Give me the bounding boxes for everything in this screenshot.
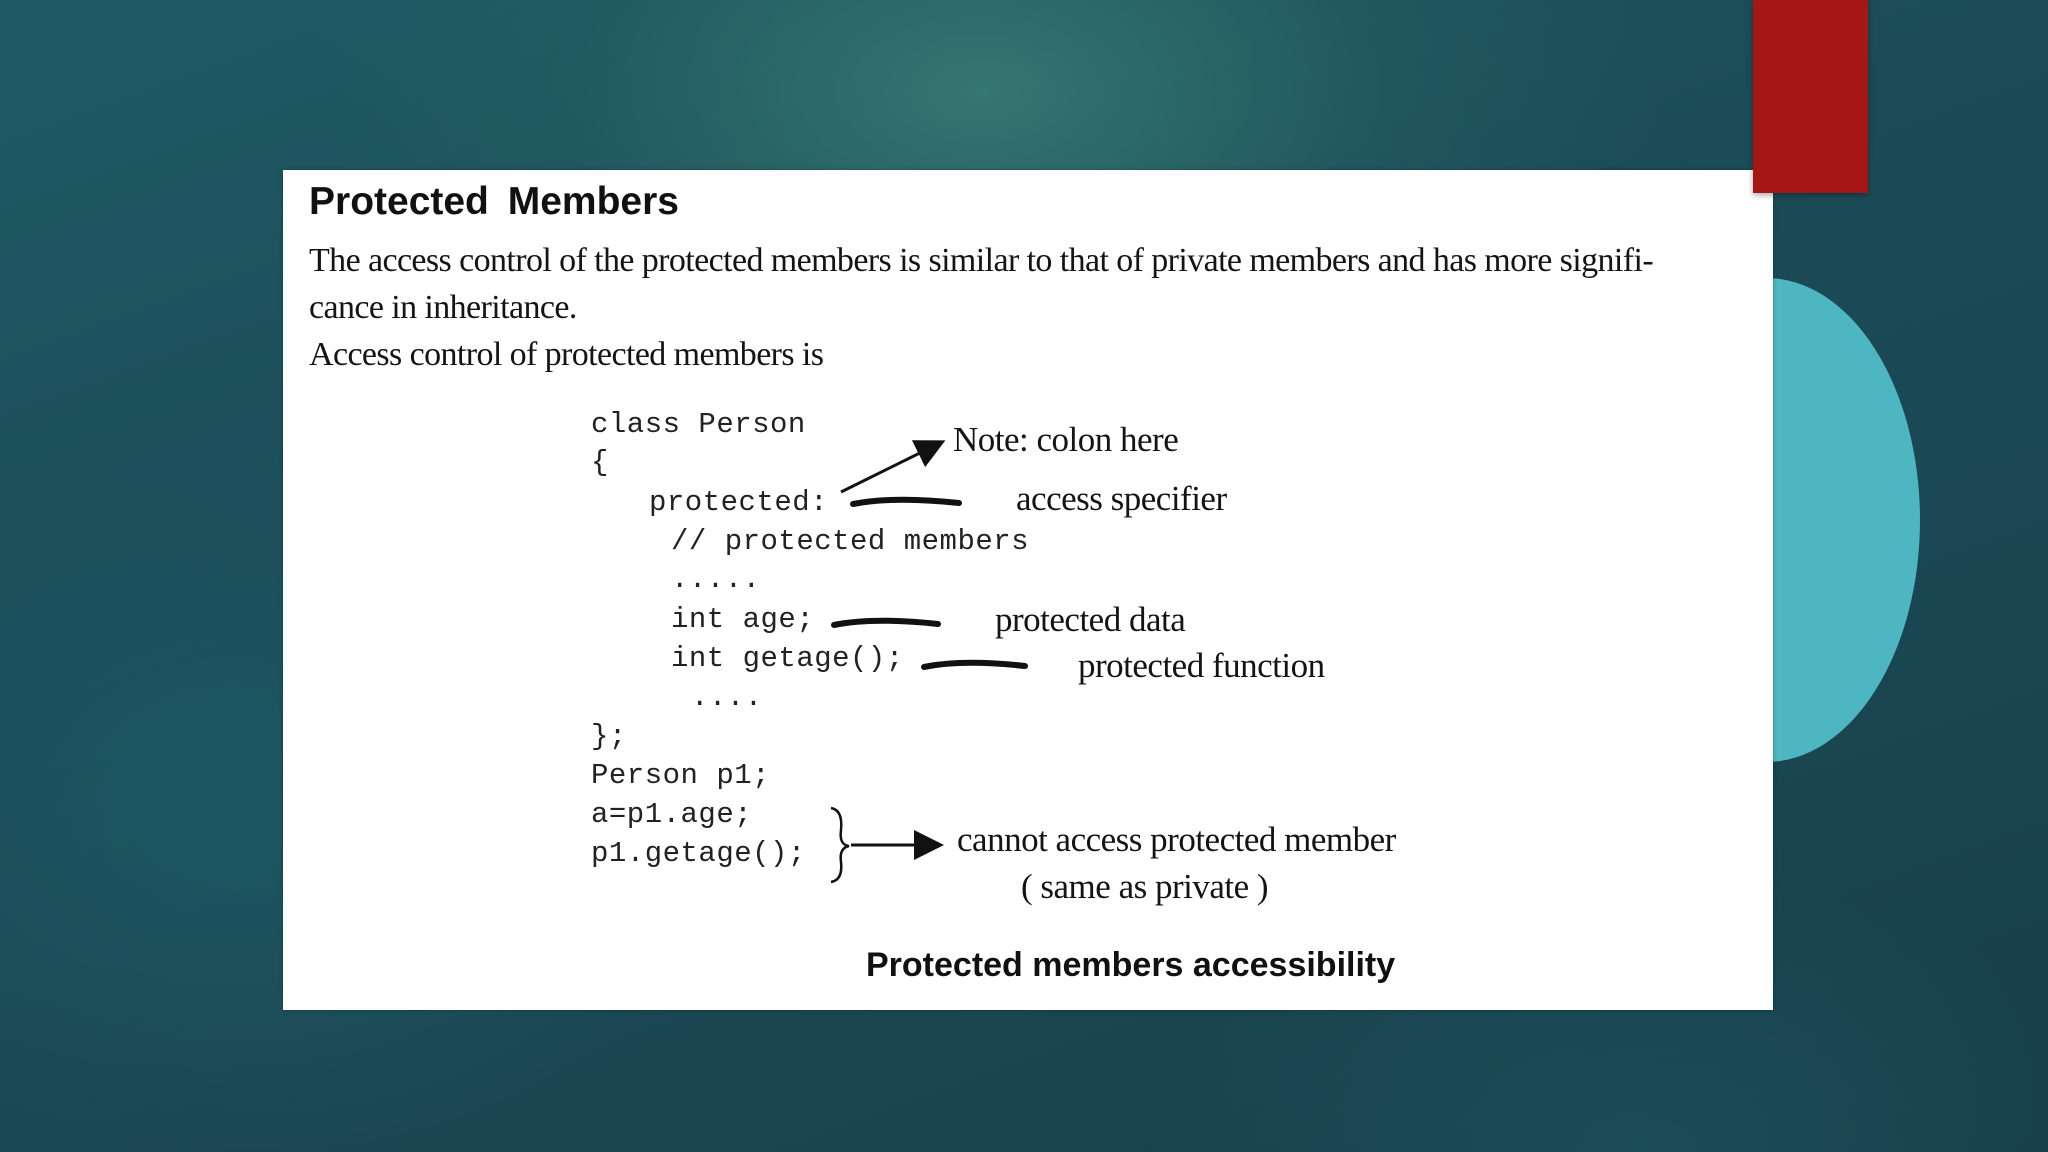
code-line: protected: — [649, 486, 829, 519]
code-line: ..... — [671, 563, 761, 596]
arrow-colon-note — [841, 443, 940, 492]
code-line: }; — [591, 720, 627, 753]
code-line: // protected members — [671, 525, 1030, 558]
decorative-red-tab — [1753, 0, 1868, 193]
stroke-protected-data — [834, 621, 938, 625]
note-access-specifier: access specifier — [1016, 479, 1227, 518]
brace-right — [831, 808, 849, 882]
figure-caption: Protected members accessibility — [866, 946, 1396, 984]
note-protected-data: protected data — [995, 600, 1186, 639]
paragraph-line-1: The access control of the protected members is similar to that of private members and has more signifi- — [309, 242, 1654, 279]
code-line: { — [591, 446, 609, 479]
paragraph-line-2: cance in inheritance. — [309, 289, 577, 326]
note-colon-here: Note: colon here — [953, 420, 1179, 459]
stroke-access-specifier — [853, 500, 959, 504]
paragraph-line-3: Access control of protected members is — [309, 336, 824, 373]
code-line: a=p1.age; — [591, 798, 753, 831]
code-line: Person p1; — [591, 759, 771, 792]
code-line: p1.getage(); — [591, 837, 806, 870]
code-line: int age; — [671, 603, 815, 636]
slide-content-card — [283, 170, 1773, 1010]
code-line: int getage(); — [671, 642, 904, 675]
note-same-as-private: ( same as private ) — [1021, 867, 1269, 906]
section-heading: Protected Members — [309, 180, 679, 223]
stroke-protected-function — [924, 663, 1025, 667]
code-line: .... — [691, 681, 763, 714]
note-cannot-access: cannot access protected member — [957, 820, 1396, 859]
code-line: class Person — [591, 408, 806, 441]
note-protected-function: protected function — [1078, 646, 1325, 685]
